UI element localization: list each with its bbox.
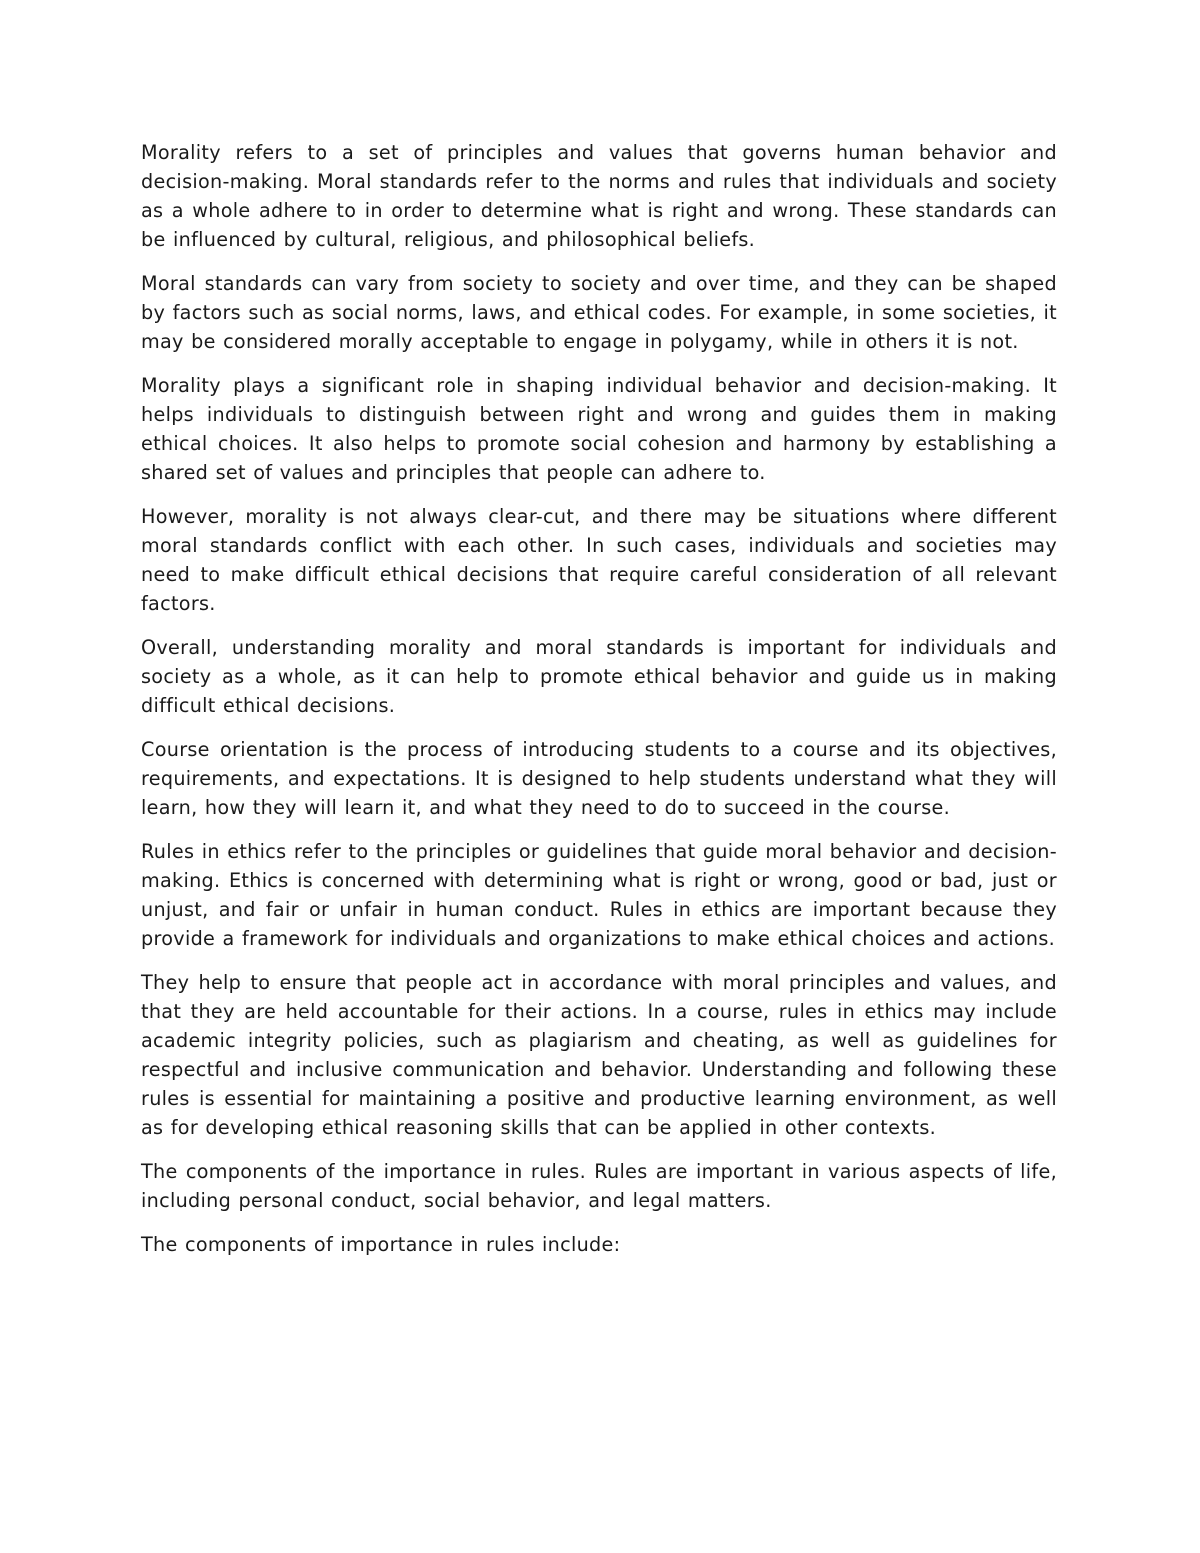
paragraph-morality-role: Morality plays a significant role in shaping individual behavior and decision-making. It helps individuals to distinguish between right and wrong and guides them in making ethical choices. It also helps to promote social cohesion and harmony by establishing a shared set of values and principles that people can adhere to. — [141, 374, 1057, 484]
paragraph-overall-understanding: Overall, understanding morality and moral standards is important for individuals and society as a whole, as it can help to promote ethical behavior and guide us in making difficult ethical decisions. — [141, 636, 1057, 717]
paragraph-morality-definition: Morality refers to a set of principles and values that governs human behavior and decision-making. Moral standards refer to the norms and rules that individuals and society as a whole adhere to in order to determine what is right and wrong. These standards can be influenced by cultural, religious, and philosophical beliefs. — [141, 141, 1057, 251]
paragraph-components-importance: The components of the importance in rules. Rules are important in various aspects of life, including personal conduct, social behavior, and legal matters. — [141, 1160, 1057, 1212]
paragraph-rules-in-ethics: Rules in ethics refer to the principles or guidelines that guide moral behavior and decision-making. Ethics is concerned with determining what is right or wrong, good or bad, just or unjust, and fair or unfair in human conduct. Rules in ethics are important because they provide a framework for individuals and organizations to make ethical choices and actions. — [141, 840, 1057, 950]
paragraph-morality-not-clear-cut: However, morality is not always clear-cut, and there may be situations where different moral standards conflict with each other. In such cases, individuals and societies may need to make difficult ethical decisions that require careful consideration of all relevant factors. — [141, 505, 1057, 615]
document-body — [141, 138, 1057, 1274]
paragraph-course-orientation: Course orientation is the process of introducing students to a course and its objectives, requirements, and expectations. It is designed to help students understand what they will learn, how they will learn it, and what they need to do to succeed in the course. — [141, 738, 1057, 819]
paragraph-moral-standards-vary: Moral standards can vary from society to society and over time, and they can be shaped by factors such as social norms, laws, and ethical codes. For example, in some societies, it may be considered morally acceptable to engage in polygamy, while in others it is not. — [141, 272, 1057, 353]
paragraph-components-list-intro: The components of importance in rules include: — [141, 1233, 621, 1256]
paragraph-rules-accountability: They help to ensure that people act in accordance with moral principles and values, and that they are held accountable for their actions. In a course, rules in ethics may include academic integrity policies, such as plagiarism and cheating, as well as guidelines for respectful and inclusive communication and behavior. Understanding and following these rules is essential for maintaining a positive and productive learning environment, as well as for developing ethical reasoning skills that can be applied in other contexts. — [141, 971, 1057, 1139]
